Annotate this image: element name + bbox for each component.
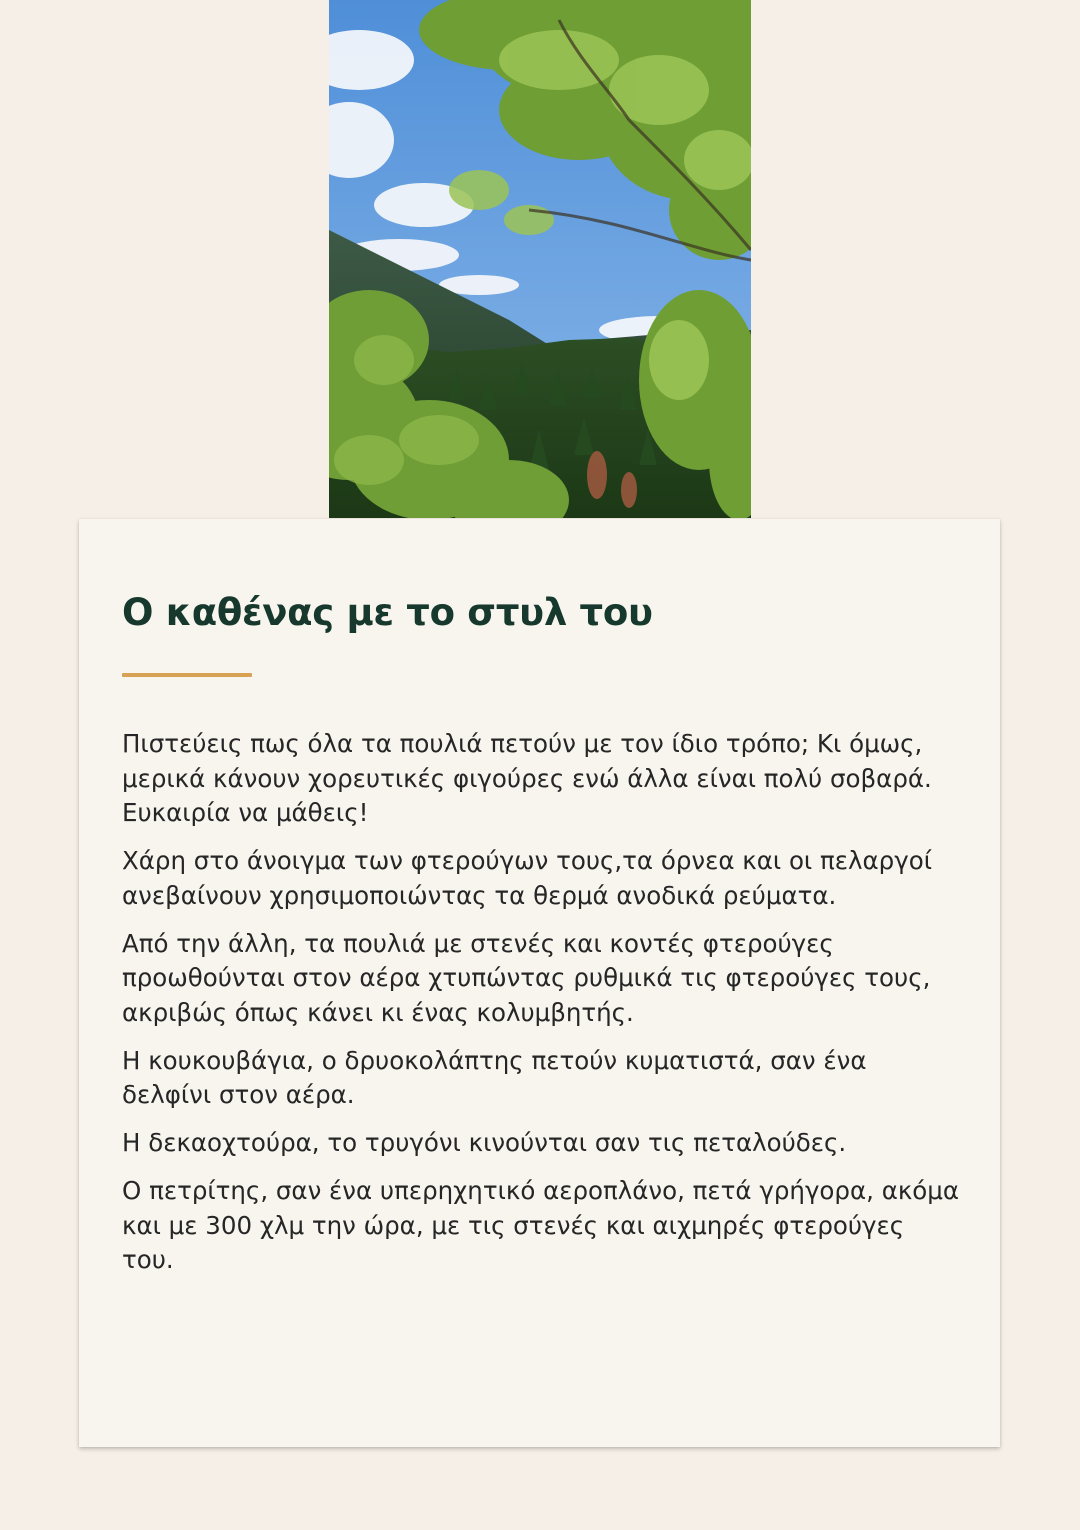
article-body [122, 727, 962, 1291]
paragraph: Η δεκαοχτούρα, το τρυγόνι κινούνται σαν τις πεταλούδες. [122, 1128, 847, 1157]
article-card [79, 519, 1000, 1447]
paragraph: Η κουκουβάγια, ο δρυοκολάπτης πετούν κυματιστά, σαν ένα δελφίνι στον αέρα. [122, 1045, 867, 1109]
paragraph: Από την άλλη, τα πουλιά με στενές και κοντές φτερούγες προωθούνται στον αέρα χτυπώντας ρυθμικά τις φτερούγες τους, ακριβώς όπως κάνει κι ένας κολυμβητής. [122, 928, 931, 1027]
title-divider [122, 673, 252, 677]
paragraph: Χάρη στο άνοιγμα των φτερούγων τους,τα όρνεα και οι πελαργοί ανεβαίνουν χρησιμοποιώντας τα θερμά ανοδικά ρεύματα. [122, 846, 932, 910]
article-title: Ο καθένας με το στυλ του [122, 591, 653, 634]
paragraph: Πιστεύεις πως όλα τα πουλιά πετούν με τον ίδιο τρόπο; Κι όμως, μερικά κάνουν χορευτικές φιγούρες ενώ άλλα είναι πολύ σοβαρά. Ευκαιρία να μάθεις! [122, 729, 932, 827]
hero-image [329, 0, 751, 518]
paragraph: Ο πετρίτης, σαν ένα υπερηχητικό αεροπλάνο, πετά γρήγορα, ακόμα και με 300 χλμ την ώρα, με τις στενές και αιχμηρές φτερούγες του. [122, 1176, 960, 1274]
